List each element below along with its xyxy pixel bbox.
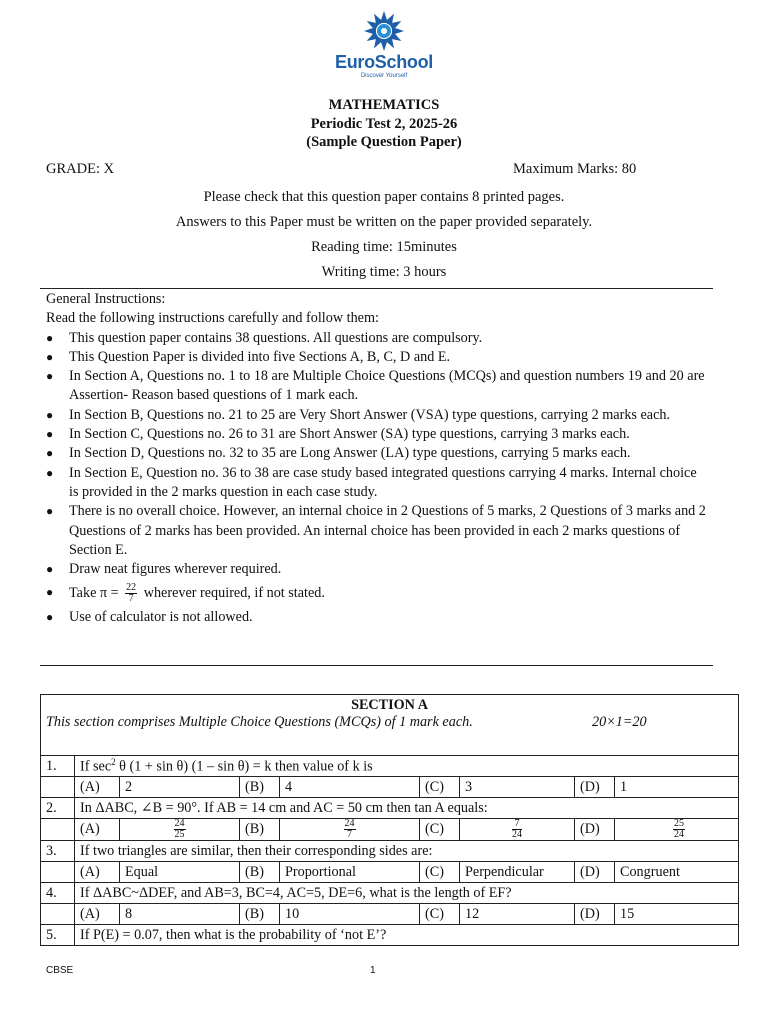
test-title: Periodic Test 2, 2025-26 xyxy=(310,116,458,132)
options-row xyxy=(41,819,739,841)
max-marks: Maximum Marks: 80 xyxy=(513,161,637,177)
flower-logo-icon xyxy=(359,10,409,52)
option-label: (D) xyxy=(575,819,615,841)
section-a-marks: 20×1=20 xyxy=(592,714,647,730)
divider-top xyxy=(40,288,713,289)
instruction-item: ● Draw neat figures wherever required. xyxy=(46,560,706,579)
section-a-table xyxy=(40,694,739,946)
instruction-item: ● In Section C, Questions no. 26 to 31 are Short Answer (SA) type questions, carrying 3 marks each. xyxy=(46,425,706,444)
footer-board: CBSE xyxy=(46,965,74,976)
instruction-item: ● In Section A, Questions no. 1 to 18 are Multiple Choice Questions (MCQs) and question numbers 19 and 20 are Assertion- Reason based questions of 1 mark each. xyxy=(46,367,706,406)
pi-denominator: 7 xyxy=(128,593,134,605)
instructions-list xyxy=(46,329,706,628)
instructions-intro: Read the following instructions carefully and follow them: xyxy=(46,310,379,327)
option-label: (D) xyxy=(575,904,615,925)
option-label: (A) xyxy=(75,862,120,883)
option-label: (C) xyxy=(420,777,460,798)
option-value: 2 xyxy=(120,777,240,798)
question-number: 3. xyxy=(41,841,75,862)
pi-suffix: wherever required, if not stated. xyxy=(143,585,325,602)
option-value: 8 xyxy=(120,904,240,925)
option-value: $\frac{24}{7}$ xyxy=(280,819,420,841)
option-label: (A) xyxy=(75,819,120,841)
option-value: 4 xyxy=(280,777,420,798)
general-instructions xyxy=(46,290,706,628)
option-label: (D) xyxy=(575,862,615,883)
instruction-item: ● This question paper contains 38 questions. All questions are compulsory. xyxy=(46,329,706,348)
option-label: (B) xyxy=(240,862,280,883)
options-row xyxy=(41,904,739,925)
option-label: (C) xyxy=(420,862,460,883)
answers-note: Answers to this Paper must be written on the paper provided separately. xyxy=(175,214,593,230)
instruction-item: ● Use of calculator is not allowed. xyxy=(46,608,706,627)
subject-title: MATHEMATICS xyxy=(328,97,440,113)
question-text: If two triangles are similar, then their corresponding sides are: xyxy=(75,841,739,862)
question-number: 1. xyxy=(41,756,75,777)
brand-tagline: Discover Yourself xyxy=(360,73,408,79)
question-text: If $\sec^2 \theta$ (1 + sin θ) (1 – sin θ) = k then value of k is xyxy=(75,756,739,777)
section-a-header xyxy=(41,695,739,756)
instruction-item: ● In Section D, Questions no. 32 to 35 are Long Answer (LA) type questions, carrying 5 marks each. xyxy=(46,444,706,463)
instructions-title: General Instructions: xyxy=(46,291,166,307)
school-logo xyxy=(0,10,768,57)
section-a-title: SECTION A xyxy=(351,697,428,713)
option-value: Perpendicular xyxy=(460,862,575,883)
option-label: (C) xyxy=(420,819,460,841)
option-label: (D) xyxy=(575,777,615,798)
question-number: 5. xyxy=(41,925,75,946)
question-text: If P(E) = 0.07, then what is the probability of ‘not E’? xyxy=(75,925,739,946)
pages-note: Please check that this question paper contains 8 printed pages. xyxy=(203,189,565,205)
option-value: 10 xyxy=(280,904,420,925)
option-value: $\frac{25}{24}$ xyxy=(615,819,739,841)
page-number: 1 xyxy=(370,965,376,976)
option-label: (B) xyxy=(240,819,280,841)
option-label: (C) xyxy=(420,904,460,925)
option-label: (A) xyxy=(75,904,120,925)
divider-bottom xyxy=(40,665,713,666)
writing-time: Writing time: 3 hours xyxy=(321,264,447,280)
option-label: (A) xyxy=(75,777,120,798)
instruction-item-pi xyxy=(46,583,706,604)
pi-fraction xyxy=(125,583,137,604)
options-row xyxy=(41,777,739,798)
question-number: 2. xyxy=(41,798,75,819)
option-value: Proportional xyxy=(280,862,420,883)
option-value: 1 xyxy=(615,777,739,798)
grade-label: GRADE: X xyxy=(46,161,115,177)
instruction-item: ● In Section B, Questions no. 21 to 25 are Very Short Answer (VSA) type questions, carrying 2 marks each. xyxy=(46,406,706,425)
option-label: (B) xyxy=(240,904,280,925)
instruction-item: ● There is no overall choice. However, an internal choice in 2 Questions of 5 marks, 2 Questions of 3 marks and 2 Questions of 2 marks has been provided. An internal choice has been provided in each 2 marks questions of Section E. xyxy=(46,502,706,560)
option-value: $\frac{7}{24}$ xyxy=(460,819,575,841)
option-value: 12 xyxy=(460,904,575,925)
question-text: In ΔABC, ∠B = 90°. If AB = 14 cm and AC = 50 cm then tan A equals: xyxy=(75,798,739,819)
reading-time: Reading time: 15minutes xyxy=(311,239,457,255)
options-row xyxy=(41,862,739,883)
pi-numerator: 22 xyxy=(126,582,137,594)
paper-type: (Sample Question Paper) xyxy=(306,134,462,150)
instruction-item: ● This Question Paper is divided into five Sections A, B, C, D and E. xyxy=(46,348,706,367)
option-value: Equal xyxy=(120,862,240,883)
option-value: 15 xyxy=(615,904,739,925)
brand-name: EuroSchool xyxy=(334,52,433,72)
option-value: 3 xyxy=(460,777,575,798)
pi-prefix: Take π = xyxy=(69,585,119,602)
instruction-item: ● In Section E, Question no. 36 to 38 are case study based integrated questions carrying 4 marks. Internal choice is provided in the 2 marks question in each case study. xyxy=(46,464,706,503)
option-label: (B) xyxy=(240,777,280,798)
option-value: Congruent xyxy=(615,862,739,883)
section-a-description: This section comprises Multiple Choice Questions (MCQs) of 1 mark each. xyxy=(46,714,473,730)
option-value: $\frac{24}{25}$ xyxy=(120,819,240,841)
question-number: 4. xyxy=(41,883,75,904)
question-text: If ΔABC~ΔDEF, and AB=3, BC=4, AC=5, DE=6, what is the length of EF? xyxy=(75,883,739,904)
